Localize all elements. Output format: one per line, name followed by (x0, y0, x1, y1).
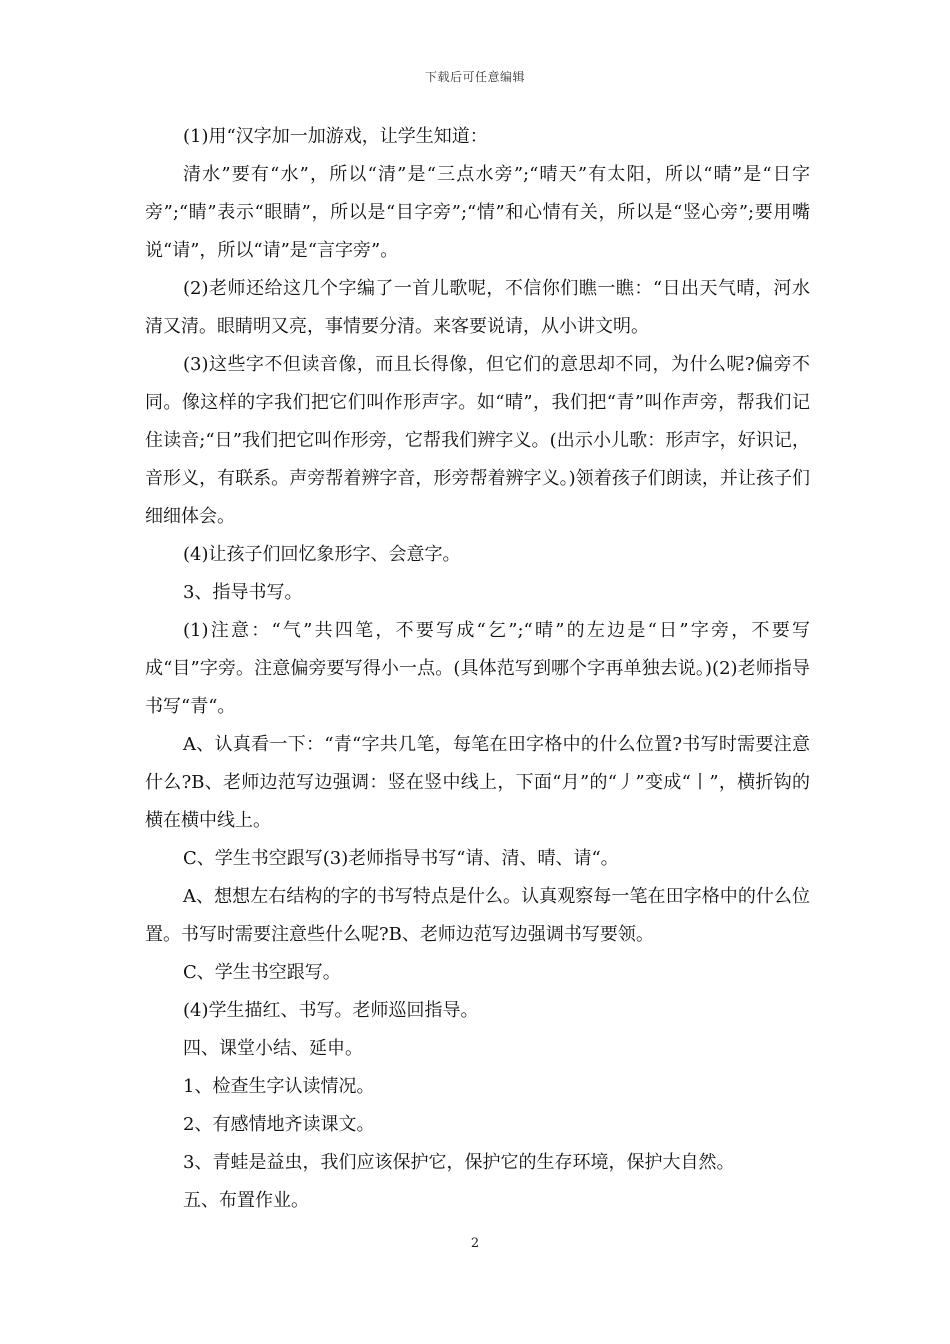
paragraph: A、想想左右结构的字的书写特点是什么。认真观察每一笔在田字格中的什么位置。书写时需要注意些什么呢?B、老师边范写边强调书写要领。 (145, 886, 810, 945)
document-body (145, 118, 810, 1220)
paragraph: C、学生书空跟写(3)老师指导书写“请、清、晴、请“。 (183, 848, 619, 869)
paragraph: 3、指导书写。 (183, 582, 303, 603)
paragraph: (2)老师还给这几个字编了一首儿歌呢，不信你们瞧一瞧：“日出天气晴，河水清又清。眼睛明又亮，事情要分清。来客要说请，从小讲文明。 (145, 278, 810, 337)
paragraph: C、学生书空跟写。 (183, 962, 341, 983)
paragraph: (3)这些字不但读音像，而且长得像，但它们的意思却不同，为什么呢?偏旁不同。像这样的字我们把它们叫作形声字。如“晴”，我们把“青”叫作声旁，帮我们记住读音;“日”我们把它叫作形旁，它帮我们辨字义。(出示小儿歌：形声字，好识记，音形义，有联系。声旁帮着辨字音，形旁帮着辨字义。)领着孩子们朗读，并让孩子们细细体会。 (145, 354, 810, 527)
paragraph: (4)学生描红、书写。老师巡回指导。 (183, 1000, 479, 1021)
paragraph: 清水”要有“水”，所以“清”是“三点水旁”;“晴天”有太阳，所以“晴”是“日字旁”;“睛”表示“眼睛”，所以是“目字旁”;“情”和心情有关，所以是“竖心旁”;要用嘴说“请”，所以“请”是“言字旁”。 (145, 164, 810, 261)
paragraph: (1)用“汉字加一加游戏，让学生知道： (183, 126, 488, 147)
section-heading: 四、课堂小结、延申。 (183, 1038, 363, 1059)
section-heading: 五、布置作业。 (183, 1190, 309, 1211)
paragraph: (4)让孩子们回忆象形字、会意字。 (183, 544, 461, 565)
paragraph: 3、青蛙是益虫，我们应该保护它，保护它的生存环境，保护大自然。 (183, 1152, 735, 1173)
paragraph: A、认真看一下：“青“字共几笔，每笔在田字格中的什么位置?书写时需要注意什么?B、老师边范写边强调：竖在竖中线上，下面“月”的“丿”变成“丨”，横折钩的横在横中线上。 (145, 734, 810, 831)
page-number: 2 (470, 1236, 480, 1251)
page-header: 下载后可任意编辑 (424, 70, 525, 84)
paragraph: (1)注意：“气”共四笔，不要写成“乞”;“晴”的左边是“日”字旁，不要写成“目”字旁。注意偏旁要写得小一点。(具体范写到哪个字再单独去说。)(2)老师指导书写“青“。 (145, 620, 810, 717)
paragraph: 1、检查生字认读情况。 (183, 1076, 375, 1097)
paragraph: 2、有感情地齐读课文。 (183, 1114, 375, 1135)
